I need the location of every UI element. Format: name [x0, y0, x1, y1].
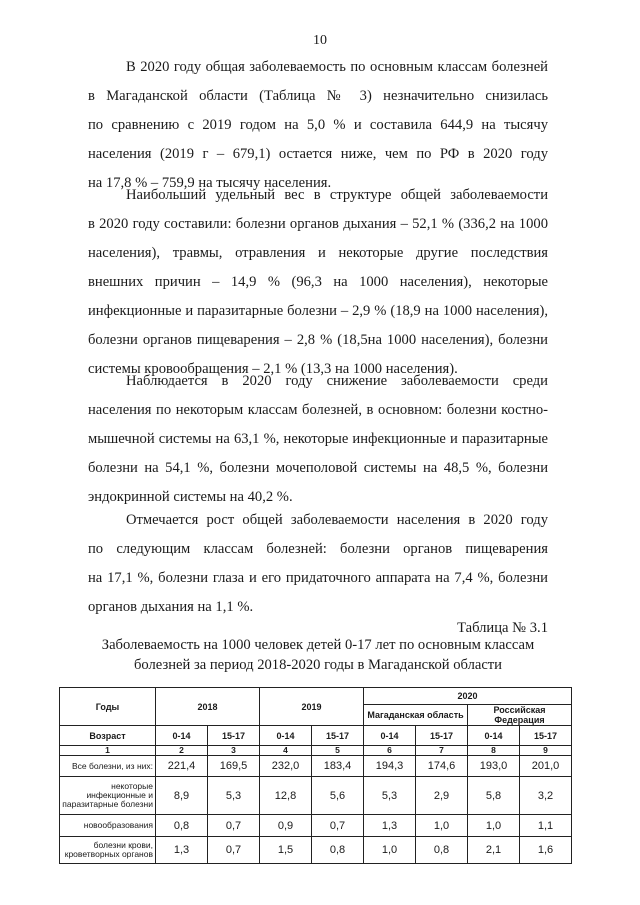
region-magadan-header: Магаданская область	[364, 705, 468, 726]
morbidity-value: 1,0	[468, 815, 520, 837]
morbidity-value: 5,3	[364, 777, 416, 815]
paragraph-1-line: В 2020 году общая заболеваемость по основным классам болезней	[126, 59, 548, 75]
morbidity-value: 174,6	[416, 756, 468, 777]
morbidity-value: 0,8	[416, 837, 468, 864]
age-group-header: 0-14	[364, 726, 416, 746]
age-group-header: 0-14	[468, 726, 520, 746]
column-number: 1	[60, 746, 156, 756]
paragraph-4-line: по следующим классам болезней: болезни органов пищеварения	[88, 541, 548, 557]
paragraph-3-line: населения по некоторым классам болезней, в основном: болезни костно-	[88, 402, 548, 418]
morbidity-value: 0,7	[312, 815, 364, 837]
column-number: 2	[156, 746, 208, 756]
column-number: 4	[260, 746, 312, 756]
paragraph-1-line: на 17,8 % – 759,9 на тысячу населения.	[88, 175, 332, 191]
morbidity-value: 0,8	[312, 837, 364, 864]
paragraph-1-line: в Магаданской области (Таблица № 3) незначительно снизилась	[88, 88, 548, 104]
morbidity-table	[59, 687, 572, 864]
disease-class-name	[60, 815, 156, 837]
morbidity-value: 169,5	[208, 756, 260, 777]
morbidity-value: 5,8	[468, 777, 520, 815]
morbidity-value: 5,3	[208, 777, 260, 815]
table-header-age	[60, 726, 572, 746]
column-number: 6	[364, 746, 416, 756]
paragraph-3-line: эндокринной системы на 40,2 %.	[88, 489, 293, 505]
morbidity-value: 0,9	[260, 815, 312, 837]
morbidity-value: 194,3	[364, 756, 416, 777]
column-number: 9	[520, 746, 572, 756]
table-row	[60, 756, 572, 777]
age-group-header: 15-17	[312, 726, 364, 746]
page-number: 10	[313, 33, 327, 48]
morbidity-value: 1,5	[260, 837, 312, 864]
paragraph-4-line: на 17,1 %, болезни глаза и его придаточного аппарата на 7,4 %, болезни	[88, 570, 548, 586]
disease-class-name-line: инфекционные и	[86, 790, 153, 800]
table-row	[60, 777, 572, 815]
disease-class-name	[60, 756, 156, 777]
age-group-header: 15-17	[208, 726, 260, 746]
column-number: 7	[416, 746, 468, 756]
morbidity-value: 8,9	[156, 777, 208, 815]
paragraph-4-line: Отмечается рост общей заболеваемости населения в 2020 году	[126, 512, 548, 528]
column-number: 3	[208, 746, 260, 756]
age-group-header: 0-14	[156, 726, 208, 746]
table-label: Таблица № 3.1	[457, 620, 548, 636]
paragraph-4-line: органов дыхания на 1,1 %.	[88, 599, 254, 615]
morbidity-value: 5,6	[312, 777, 364, 815]
morbidity-value: 0,7	[208, 815, 260, 837]
morbidity-value: 1,6	[520, 837, 572, 864]
paragraph-3-line: мышечной системы на 63,1 %, некоторые инфекционные и паразитарные	[88, 431, 548, 447]
disease-class-name-line: новообразования	[83, 820, 153, 830]
disease-class-name-line: Все болезни, из них:	[71, 760, 153, 771]
morbidity-value: 0,8	[156, 815, 208, 837]
year-2018-header: 2018	[156, 688, 260, 726]
morbidity-value: 2,1	[468, 837, 520, 864]
morbidity-value: 193,0	[468, 756, 520, 777]
table-column-numbers	[60, 746, 572, 756]
disease-class-name	[60, 837, 156, 864]
morbidity-value: 3,2	[520, 777, 572, 815]
disease-class-name-line: некоторые	[111, 781, 153, 791]
disease-class-name-line: паразитарные болезни	[62, 799, 153, 809]
morbidity-value: 1,3	[364, 815, 416, 837]
year-2019-header: 2019	[260, 688, 364, 726]
paragraph-2-line: населения), травмы, отравления и некоторые другие последствия	[88, 245, 548, 261]
paragraph-2-line: инфекционные и паразитарные болезни – 2,9 % (18,9 на 1000 населения),	[88, 303, 548, 319]
table-header-years	[60, 688, 572, 705]
paragraph-2-line: Наибольший удельный вес в структуре общей заболеваемости	[126, 187, 548, 203]
disease-class-name	[60, 777, 156, 815]
morbidity-value: 1,3	[156, 837, 208, 864]
region-rf-header: Российская Федерация	[468, 705, 572, 726]
paragraph-3-line: болезни на 54,1 %, болезни мочеполовой системы на 48,5 %, болезни	[88, 460, 548, 476]
paragraph-1-line: населения (2019 г – 679,1) остается ниже, чем по РФ в 2020 году	[88, 146, 548, 162]
table-row	[60, 815, 572, 837]
age-group-header: 15-17	[520, 726, 572, 746]
morbidity-value: 1,0	[364, 837, 416, 864]
morbidity-value: 2,9	[416, 777, 468, 815]
morbidity-value: 232,0	[260, 756, 312, 777]
year-2020-header: 2020	[364, 688, 572, 705]
age-header: Возраст	[60, 726, 156, 746]
morbidity-value: 183,4	[312, 756, 364, 777]
column-number: 8	[468, 746, 520, 756]
column-number: 5	[312, 746, 364, 756]
paragraph-2-line: внешних причин – 14,9 % (96,3 на 1000 населения), некоторые	[88, 274, 548, 290]
morbidity-value: 1,0	[416, 815, 468, 837]
disease-class-name-line: кроветворных органов	[64, 849, 153, 859]
table-caption-line: Заболеваемость на 1000 человек детей 0-17 лет по основным классам	[101, 637, 535, 653]
morbidity-value: 0,7	[208, 837, 260, 864]
age-group-header: 15-17	[416, 726, 468, 746]
paragraph-1-line: по сравнению с 2019 годом на 5,0 % и составила 644,9 на тысячу	[88, 117, 548, 133]
morbidity-value: 201,0	[520, 756, 572, 777]
morbidity-value: 221,4	[156, 756, 208, 777]
morbidity-value: 1,1	[520, 815, 572, 837]
years-header: Годы	[60, 688, 156, 726]
paragraph-2-line: системы кровообращения – 2,1 % (13,3 на 1000 населения).	[88, 361, 458, 377]
paragraph-3-line: Наблюдается в 2020 году снижение заболеваемости среди	[126, 373, 548, 389]
paragraph-2-line: болезни органов пищеварения – 2,8 % (18,5на 1000 населения), болезни	[88, 332, 548, 348]
table-caption-line: болезней за период 2018-2020 годы в Магаданской области	[133, 657, 502, 673]
morbidity-value: 12,8	[260, 777, 312, 815]
paragraph-2-line: в 2020 году составили: болезни органов дыхания – 52,1 % (336,2 на 1000	[88, 216, 548, 232]
table-row	[60, 837, 572, 864]
age-group-header: 0-14	[260, 726, 312, 746]
disease-class-name-line: болезни крови,	[93, 840, 153, 850]
